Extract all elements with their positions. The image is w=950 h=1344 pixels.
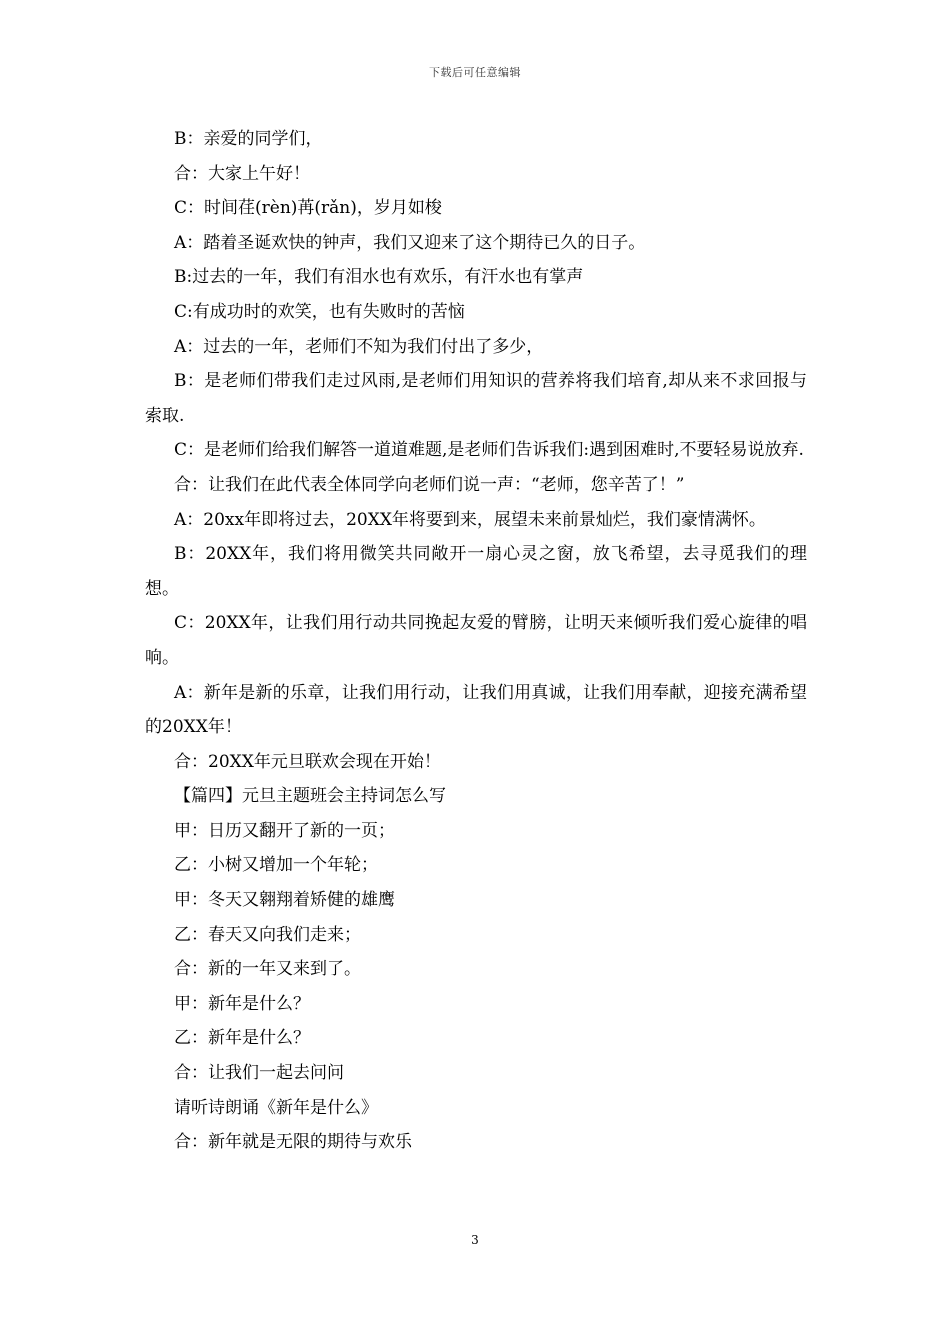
paragraph: B:过去的一年，我们有泪水也有欢乐，有汗水也有掌声 <box>174 267 584 288</box>
paragraph: 合：让我们一起去问问 <box>174 1063 344 1084</box>
paragraph: C：是老师们给我们解答一道道难题,是老师们告诉我们:遇到困难时,不要轻易说放弃. <box>174 440 804 461</box>
paragraph: A：新年是新的乐章，让我们用行动，让我们用真诚，让我们用奉献，迎接充满希望的20XX年！ <box>145 682 807 738</box>
paragraph: B：20XX年，我们将用微笑共同敞开一扇心灵之窗，放飞希望，去寻觅我们的理想。 <box>145 544 807 599</box>
paragraph: C:有成功时的欢笑，也有失败时的苦恼 <box>174 301 465 322</box>
paragraph: A：20xx年即将过去，20XX年将要到来，展望未来前景灿烂，我们豪情满怀。 <box>174 509 766 530</box>
paragraph: B：是老师们带我们走过风雨,是老师们用知识的营养将我们培育,却从来不求回报与索取. <box>145 371 807 426</box>
document-body <box>145 122 807 1160</box>
page-header-note: 下载后可任意编辑 <box>429 66 521 79</box>
paragraph: 乙：小树又增加一个年轮； <box>174 855 378 876</box>
paragraph: 合：新的一年又来到了。 <box>174 959 361 980</box>
paragraph: 合：大家上午好！ <box>174 163 310 184</box>
paragraph: 合：让我们在此代表全体同学向老师们说一声：“老师，您辛苦了！” <box>174 474 685 495</box>
paragraph: 甲：冬天又翱翔着矫健的雄鹰 <box>174 890 395 911</box>
paragraph: B：亲爱的同学们， <box>174 129 323 149</box>
paragraph: A：过去的一年，老师们不知为我们付出了多少， <box>174 336 544 357</box>
paragraph: 请听诗朗诵《新年是什么》 <box>174 1097 378 1118</box>
paragraph: C：20XX年，让我们用行动共同挽起友爱的臂膀，让明天来倾听我们爱心旋律的唱响。 <box>145 613 807 668</box>
paragraph: A：踏着圣诞欢快的钟声，我们又迎来了这个期待已久的日子。 <box>174 232 646 253</box>
paragraph: C：时间荏(rèn)苒(rǎn)，岁月如梭 <box>174 198 442 219</box>
paragraph: 乙：春天又向我们走来； <box>174 924 361 945</box>
paragraph: 合：新年就是无限的期待与欢乐 <box>174 1132 412 1153</box>
paragraph: 乙：新年是什么？ <box>174 1028 310 1049</box>
paragraph: 甲：新年是什么？ <box>174 993 310 1014</box>
section-heading: 【篇四】元旦主题班会主持词怎么写 <box>174 786 446 807</box>
paragraph: 甲：日历又翻开了新的一页； <box>174 820 395 841</box>
page-number: 3 <box>471 1233 479 1247</box>
paragraph: 合：20XX年元旦联欢会现在开始！ <box>174 751 441 772</box>
